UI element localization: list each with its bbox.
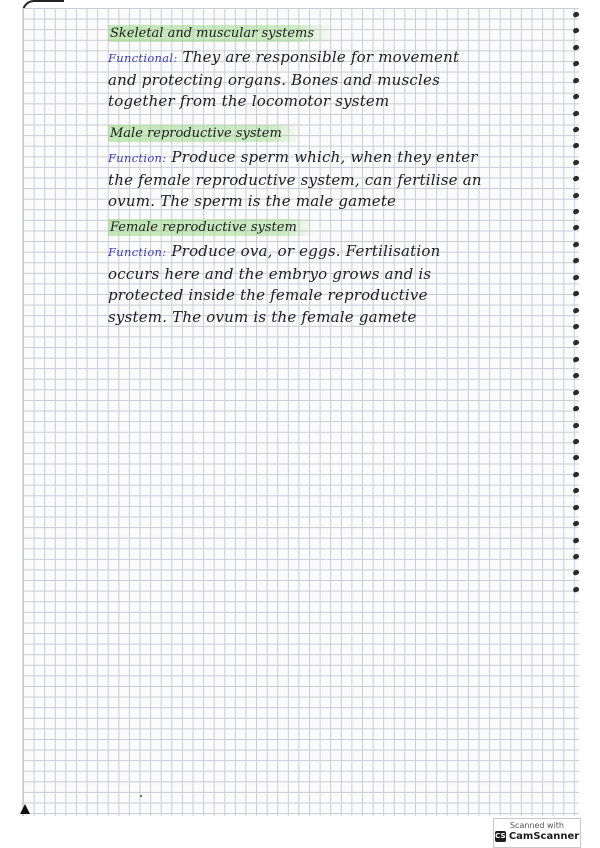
spiral-ring [572,257,580,264]
spiral-ring [572,487,580,494]
spiral-ring [572,27,580,34]
spiral-ring [572,553,580,560]
watermark-caption: Scanned with [509,821,565,830]
spiral-ring [572,192,580,199]
watermark-brand-row [494,831,580,842]
section-body [108,241,488,328]
section-body [108,47,488,113]
spiral-binding [570,12,582,592]
spiral-ring [572,471,580,478]
spiral-ring [572,536,580,543]
spiral-ring [572,422,580,429]
spiral-ring [572,11,580,18]
spiral-ring [572,372,580,379]
spiral-ring [572,569,580,576]
section-heading: Skeletal and muscular systems [108,25,332,42]
spiral-ring [572,241,580,248]
spiral-ring [572,586,580,593]
spiral-ring [572,142,580,149]
function-text: Produce sperm which, when they enter the female reproductive system, can fertilise an ovum. The sperm is the male gamete [108,148,482,210]
function-text: Produce ova, or eggs. Fertilisation occurs here and the embryo grows and is protected inside the female reproductive system. The ovum is the female gamete [108,242,441,326]
spiral-ring [572,126,580,133]
function-text: They are responsible for movement and protecting organs. Bones and muscles together from the locomotor system [108,48,460,110]
spiral-ring [572,356,580,363]
camscanner-logo-icon: CS [495,832,506,840]
spiral-ring [572,307,580,314]
spiral-ring [572,323,580,330]
spiral-ring [572,389,580,396]
spiral-ring [572,339,580,346]
spiral-ring [572,520,580,527]
page-corner-marker [20,804,30,814]
spiral-ring [572,454,580,461]
camscanner-watermark [493,818,581,848]
section-skeletal-muscular [108,22,488,113]
function-label: Functional: [108,51,178,65]
stray-mark [140,795,142,797]
spiral-ring [572,60,580,67]
spiral-ring [572,175,580,182]
function-label: Function: [108,245,167,259]
section-heading: Female reproductive system [108,219,315,236]
section-female-reproductive [108,216,488,328]
spiral-ring [572,208,580,215]
spiral-ring [572,504,580,511]
spiral-ring [572,159,580,166]
spiral-ring [572,224,580,231]
section-male-reproductive [108,122,488,213]
spiral-ring [572,109,580,116]
section-heading: Male reproductive system [108,125,300,142]
spiral-ring [572,405,580,412]
spiral-ring [572,290,580,297]
spiral-ring [572,274,580,281]
spiral-ring [572,438,580,445]
function-label: Function: [108,151,167,165]
watermark-brand: CamScanner [508,831,580,842]
section-body [108,147,488,213]
spiral-ring [572,93,580,100]
spiral-ring [572,44,580,51]
spiral-ring [572,77,580,84]
